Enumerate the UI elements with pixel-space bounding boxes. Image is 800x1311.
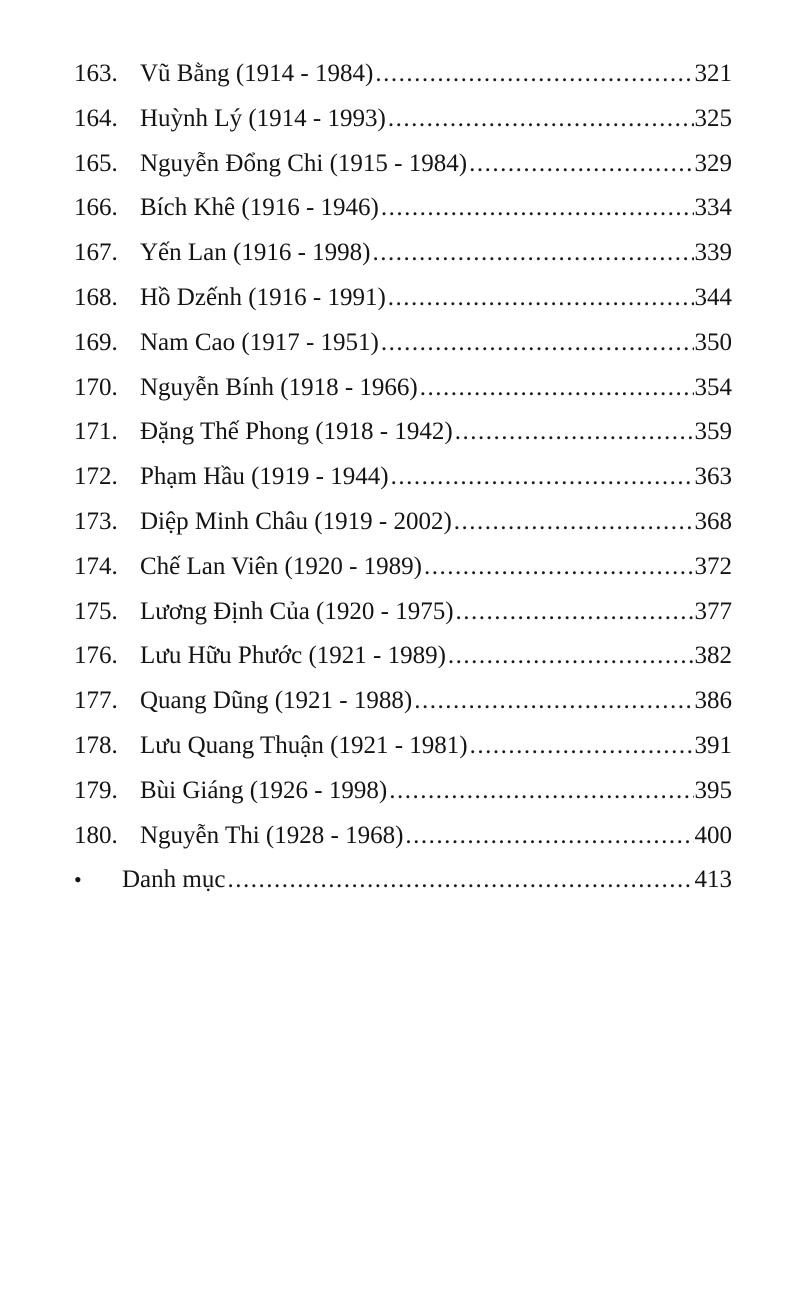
entry-title: Nam Cao (1917 - 1951) bbox=[140, 328, 379, 356]
entry-page: 391 bbox=[694, 731, 732, 759]
dot-leader bbox=[381, 321, 694, 366]
dot-leader bbox=[414, 679, 693, 724]
toc-entry bbox=[74, 679, 732, 724]
dot-leader bbox=[388, 97, 694, 142]
entry-page: 377 bbox=[694, 597, 732, 625]
entry-number: 172. bbox=[74, 463, 118, 491]
entry-page: 325 bbox=[694, 104, 732, 132]
entry-number: 170. bbox=[74, 373, 118, 401]
entry-title: Nguyễn Đổng Chi (1915 - 1984) bbox=[140, 149, 468, 177]
entry-title: Hồ Dzếnh (1916 - 1991) bbox=[140, 283, 386, 311]
entry-number: 168. bbox=[74, 283, 118, 311]
entry-page: 329 bbox=[694, 149, 732, 177]
entry-page: 395 bbox=[694, 776, 732, 804]
entry-number: 176. bbox=[74, 642, 118, 670]
toc-entry bbox=[74, 814, 732, 859]
entry-number: 173. bbox=[74, 507, 118, 535]
entry-number: 166. bbox=[74, 194, 118, 222]
dot-leader bbox=[469, 142, 693, 187]
entry-page: 334 bbox=[694, 194, 732, 222]
toc-entry bbox=[74, 769, 732, 814]
entry-page: 321 bbox=[694, 60, 732, 87]
dot-leader bbox=[424, 545, 693, 590]
entry-number: 180. bbox=[74, 821, 118, 849]
entry-page: 339 bbox=[694, 239, 732, 267]
toc-entry bbox=[74, 590, 732, 635]
dot-leader bbox=[227, 858, 693, 903]
dot-leader bbox=[389, 769, 693, 814]
entry-page: 413 bbox=[694, 866, 732, 894]
entry-title: Nguyễn Thi (1928 - 1968) bbox=[140, 821, 404, 849]
dot-leader bbox=[388, 276, 694, 321]
entry-number: 179. bbox=[74, 776, 118, 804]
entry-number: 178. bbox=[74, 731, 118, 759]
toc-entry bbox=[74, 634, 732, 679]
dot-leader bbox=[373, 231, 694, 276]
entry-title: Yến Lan (1916 - 1998) bbox=[140, 239, 371, 267]
entry-page: 354 bbox=[694, 373, 732, 401]
dot-leader bbox=[405, 814, 693, 859]
entry-title: Phạm Hầu (1919 - 1944) bbox=[140, 463, 389, 491]
entry-title: Đặng Thế Phong (1918 - 1942) bbox=[140, 418, 453, 446]
entry-number: 177. bbox=[74, 687, 118, 715]
entry-page: 372 bbox=[694, 552, 732, 580]
entry-page: 359 bbox=[694, 418, 732, 446]
entry-number: 164. bbox=[74, 104, 118, 132]
entry-title: Bích Khê (1916 - 1946) bbox=[140, 194, 379, 222]
toc-entry bbox=[74, 231, 732, 276]
entry-page: 350 bbox=[694, 328, 732, 356]
entry-number: 171. bbox=[74, 418, 118, 446]
entry-page: 363 bbox=[694, 463, 732, 491]
toc-entry bbox=[74, 410, 732, 455]
entry-number: 174. bbox=[74, 552, 118, 580]
entry-page: 400 bbox=[694, 821, 732, 849]
entry-title: Bùi Giáng (1926 - 1998) bbox=[140, 776, 388, 804]
dot-leader bbox=[420, 366, 694, 411]
entry-title: Danh mục bbox=[122, 866, 226, 894]
entry-title: Diệp Minh Châu (1919 - 2002) bbox=[140, 507, 452, 535]
toc-entry bbox=[74, 321, 732, 366]
dot-leader bbox=[391, 455, 694, 500]
toc-entry bbox=[74, 724, 732, 769]
toc-entry bbox=[74, 276, 732, 321]
toc-entry bbox=[74, 366, 732, 411]
toc-entry bbox=[74, 545, 732, 590]
dot-leader bbox=[470, 724, 694, 769]
toc-entry bbox=[74, 97, 732, 142]
dot-leader bbox=[455, 410, 694, 455]
toc-entry bbox=[74, 142, 732, 187]
entry-title: Huỳnh Lý (1914 - 1993) bbox=[140, 104, 386, 132]
toc-entry bbox=[74, 455, 732, 500]
dot-leader bbox=[375, 52, 693, 97]
toc-entry bbox=[74, 500, 732, 545]
entry-title: Vũ Bằng (1914 - 1984) bbox=[140, 60, 374, 87]
dot-leader bbox=[448, 634, 694, 679]
entry-title: Lưu Hữu Phước (1921 - 1989) bbox=[140, 642, 446, 670]
entry-page: 386 bbox=[694, 687, 732, 715]
entry-title: Chế Lan Viên (1920 - 1989) bbox=[140, 552, 423, 580]
entry-page: 382 bbox=[694, 642, 732, 670]
toc-entry bbox=[74, 52, 732, 97]
entry-page: 368 bbox=[694, 507, 732, 535]
dot-leader bbox=[456, 590, 694, 635]
entry-title: Lưu Quang Thuận (1921 - 1981) bbox=[140, 731, 468, 759]
entry-number: 175. bbox=[74, 597, 118, 625]
entry-number: • bbox=[74, 867, 82, 893]
entry-title: Nguyễn Bính (1918 - 1966) bbox=[140, 373, 418, 401]
entry-number: 165. bbox=[74, 149, 118, 177]
entry-page: 344 bbox=[694, 283, 732, 311]
entry-number: 163. bbox=[74, 60, 118, 87]
toc-list bbox=[74, 52, 732, 903]
entry-title: Lương Định Của (1920 - 1975) bbox=[140, 597, 454, 625]
entry-number: 169. bbox=[74, 328, 118, 356]
entry-title: Quang Dũng (1921 - 1988) bbox=[140, 687, 413, 715]
toc-entry bbox=[74, 186, 732, 231]
toc-entry bbox=[74, 858, 732, 903]
entry-number: 167. bbox=[74, 239, 118, 267]
dot-leader bbox=[381, 186, 694, 231]
dot-leader bbox=[454, 500, 694, 545]
